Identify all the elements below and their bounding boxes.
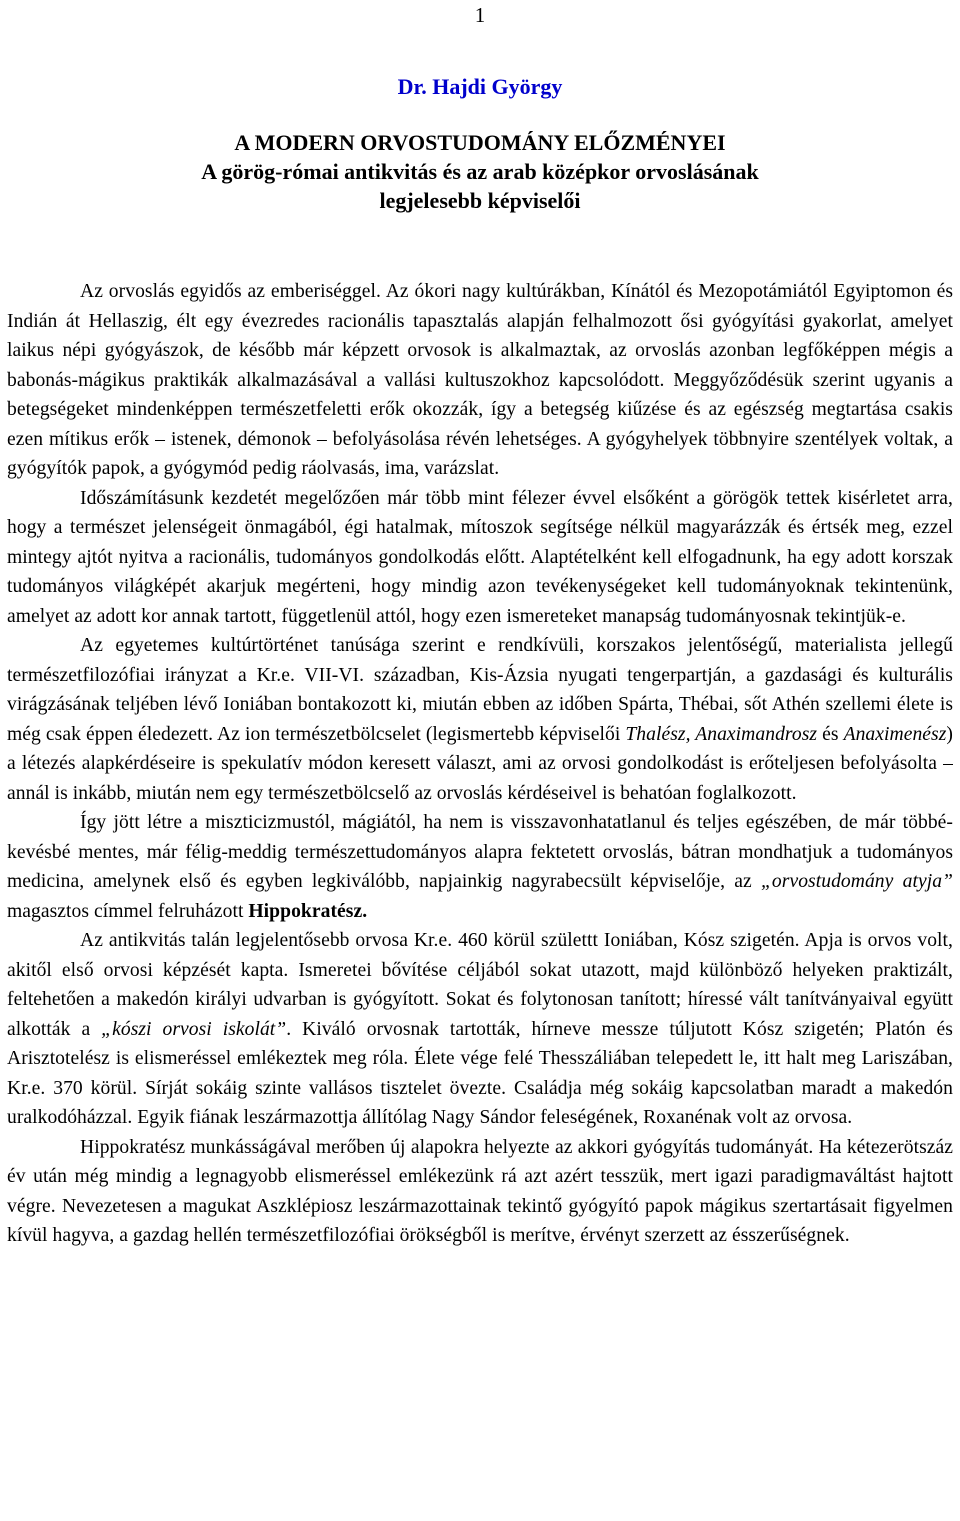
paragraph-4 xyxy=(7,808,953,926)
title-line-2: A görög-római antikvitás és az arab középkor orvoslásának xyxy=(201,159,759,184)
title-line-3: legjelesebb képviselői xyxy=(379,188,581,213)
body-text xyxy=(7,277,953,1251)
document-page xyxy=(7,0,953,1521)
paragraph-5-text-a: Az antikvitás talán legjelentősebb orvosa Kr.e. 460 körül születtt Ioniában, Kósz szigetén. Apja is orvos volt, akitől első orvosi képzését kapta. Ismeretei bővítése céljából sokat utazott, majd különböző helyeken praktizált, feltehetően a makedón királyi udvarban is gyógyított. Sokat és folytonosan tanított; híressé vált tanítványaival együtt alkották a xyxy=(7,930,953,1040)
document-title xyxy=(7,128,953,215)
philosopher-name-anaximenesz: Anaximenész xyxy=(843,723,947,745)
title-line-1: A MODERN ORVOSTUDOMÁNY ELŐZMÉNYEI xyxy=(234,130,726,155)
epithet-orvostudomany-atyja: „orvostudomány atyja” xyxy=(760,871,953,892)
page-number: 1 xyxy=(474,3,486,27)
paragraph-6: Hippokratész munkásságával merőben új alapokra helyezte az akkori gyógyítás tudományát. Ha kétezerötszáz év után még mindig a legnagyobb elismeréssel emlékezünk rá azt azért tesszük, mert igazi paradigmaváltást hajtott végre. Nevezetesen a magukat Aszklépiosz leszármazottainak tekintő gyógyító papok mágikus szertartásait figyelmen kívül hagyva, a gazdag hellén természetfilozófiai örökségből is merítve, érvényt szerzett az ésszerűségnek. xyxy=(7,1136,953,1246)
heading-block xyxy=(7,72,953,215)
paragraph-3-text-b: ) a létezés alapkérdéseire is spekulatív módon keresett választ, ami az orvosi gondolkodást is erőteljesen befolyásolta – annál is inkább, miután nem egy természetbölcselő az orvoslás kérdéseivel is behatóan foglalkozott. xyxy=(7,723,953,804)
philosopher-names: Thalész, Anaximandrosz xyxy=(625,723,818,745)
paragraph-5-text-b: . Kiváló orvosnak tartották, hírneve messze túljutott Kósz szigetén; Platón és Arisztotelész is elismeréssel emlékeztek meg róla. Élete vége felé Thesszáliában telepedett le, itt halt meg Lariszában, Kr.e. 370 körül. Sírját sokáig szinte vallásos tisztelet övezte. Családja még sokáig kapcsolatban maradt a makedón uralkodóházzal. Egyik fiának leszármazottja állítólag Nagy Sándor feleségének, Roxanénak volt az orvosa. xyxy=(7,1018,953,1128)
name-hippokratesz: Hippokratész. xyxy=(248,900,368,922)
paragraph-5 xyxy=(7,926,953,1133)
paragraph-2: Időszámításunk kezdetét megelőzően már több mint félezer évvel elsőként a görögök tettek kisérletet arra, hogy a természet jelenségeit önmagából, égi hatalmak, mítoszok segítsége nélkül magyarázzák és értsék meg, ezzel mintegy ajtót nyitva a racionális, tudományos gondolkodás előtt. Alaptételként kell elfogadnunk, ha egy adott korszak tudományos világképét akarjuk megérteni, hogy mindig azon tevékenységeket kell tudományoknak tekintenünk, amelyet az adott kor annak tartott, függetlenül attól, hogy ezen ismereteket manapság tudományosnak tekintjük-e. xyxy=(7,487,953,627)
paragraph-1: Az orvoslás egyidős az emberiséggel. Az ókori nagy kultúrákban, Kínától és Mezopotámiától Egyiptomon és Indián át Hellaszig, élt egy évezredes racionális tapasztalás alapján felhalmozott ősi gyógyítási gyakorlat, amelyet laikus népi gyógyászok, de később már képzett orvosok is alkalmaztak, az orvoslás azonban legfőképpen mégis a babonás-mágikus praktikák alkalmazásával a vallási kultuszokhoz kapcsolódott. Meggyőződésük szerint ugyanis a betegségeket mindenképpen természetfeletti erők okozzák, így a betegség kiűzése és az egészség megtartása csakis ezen mítikus erők – istenek, démonok – befolyásolása révén lehetséges. A gyógyhelyek többnyire szentélyek voltak, a gyógyítók papok, a gyógymód pedig ráolvasás, ima, varázslat. xyxy=(7,281,953,479)
paragraph-3 xyxy=(7,631,953,808)
paragraph-3-conjunction: és xyxy=(817,723,844,745)
paragraph-3-text-a: Az egyetemes kultúrtörténet tanúsága szerint e rendkívüli, korszakos jelentőségű, materialista jellegű természetfilozófiai irányzat a Kr.e. VII-VI. században, Kis-Ázsia nyugati tengerpartján, a gazdasági és kulturális virágzásának teljében lévő Ioniában bontakozott ki, miután ebben az időben Spárta, Thébai, sőt Athén szellemi élete is még csak éppen éledezett. Az ion természetbölcselet (legismertebb képviselői xyxy=(7,635,953,745)
koszi-orvosi-iskola: „kószi orvosi iskolát” xyxy=(101,1018,287,1040)
paragraph-4-text-b: magasztos címmel felruházott xyxy=(7,900,249,922)
paragraph-4-text-a: Így jött létre a miszticizmustól, mágiától, ha nem is visszavonhatatlanul és teljes egészében, de már többé-kevésbé mentes, már félig-meddig természettudományos alapra fektetett orvoslás, bátran mondhatjuk a tudományos medicina, amelynek első és egyben legkiválóbb, napjainkig nagyrabecsült képviselője, az xyxy=(7,812,953,892)
author-name: Dr. Hajdi György xyxy=(397,74,563,99)
